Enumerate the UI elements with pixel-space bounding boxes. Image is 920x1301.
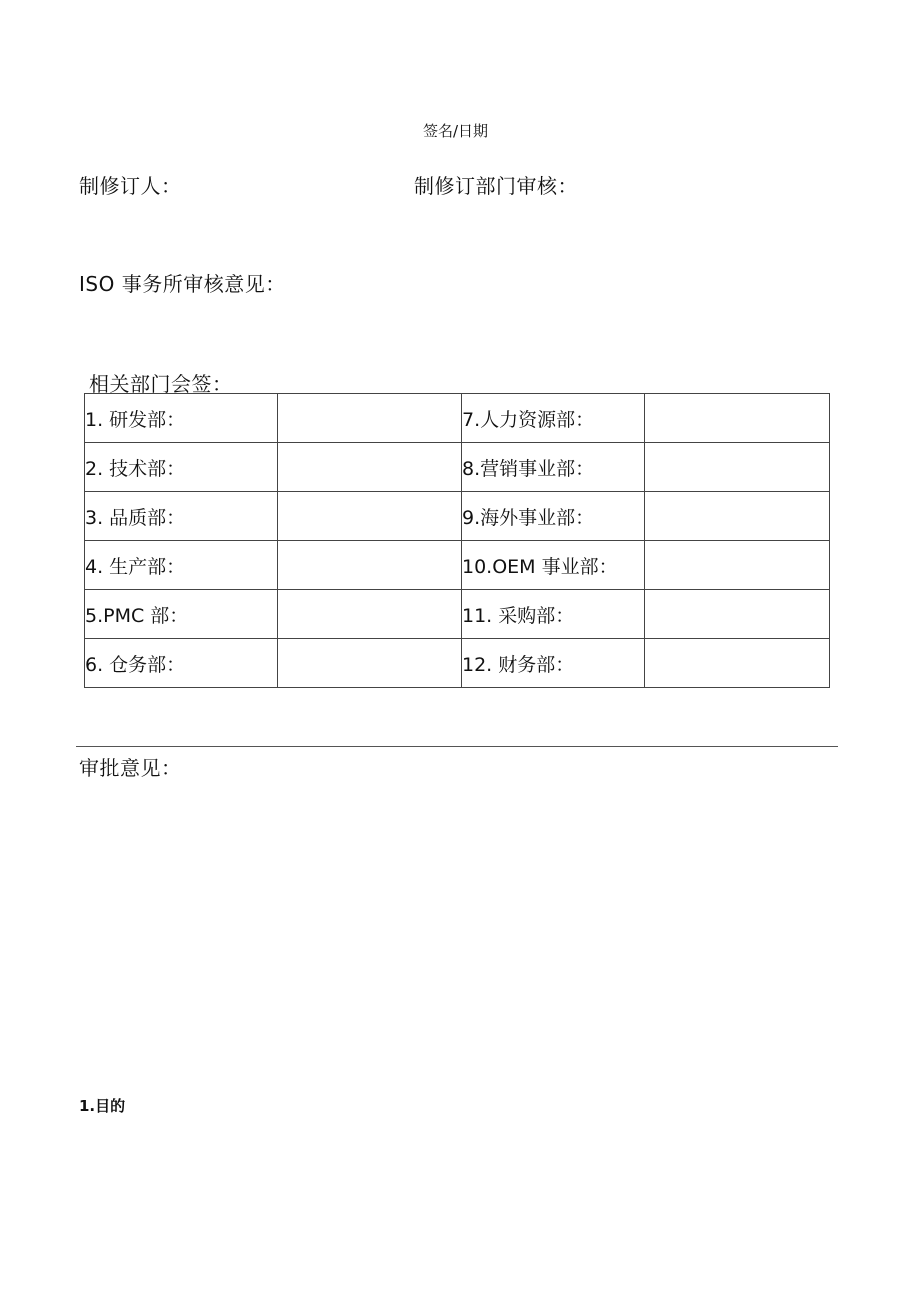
dept-label: 4. 生产部： bbox=[85, 541, 278, 590]
section-heading-purpose: 1.目的 bbox=[79, 1097, 126, 1115]
signature-cell[interactable] bbox=[278, 541, 462, 590]
dept-label: 3. 品质部： bbox=[85, 492, 278, 541]
table-row bbox=[85, 639, 830, 688]
signature-cell[interactable] bbox=[645, 590, 830, 639]
signature-date-header: 签名/日期 bbox=[423, 122, 489, 140]
iso-review-label: ISO 事务所审核意见： bbox=[79, 272, 286, 296]
dept-review-label: 制修订部门审核： bbox=[414, 174, 578, 198]
cosign-title: 相关部门会签： bbox=[89, 372, 233, 396]
signature-cell[interactable] bbox=[645, 541, 830, 590]
table-row bbox=[85, 443, 830, 492]
table-row bbox=[85, 394, 830, 443]
signature-cell[interactable] bbox=[645, 639, 830, 688]
signature-cell[interactable] bbox=[278, 492, 462, 541]
table-row bbox=[85, 492, 830, 541]
dept-label: 12. 财务部： bbox=[462, 639, 645, 688]
dept-label: 5.PMC 部： bbox=[85, 590, 278, 639]
dept-label: 1. 研发部： bbox=[85, 394, 278, 443]
approval-label: 审批意见： bbox=[79, 756, 182, 780]
signature-cell[interactable] bbox=[278, 443, 462, 492]
table-row bbox=[85, 541, 830, 590]
dept-label: 10.OEM 事业部： bbox=[462, 541, 645, 590]
signature-cell[interactable] bbox=[278, 639, 462, 688]
signature-cell[interactable] bbox=[278, 394, 462, 443]
reviser-label: 制修订人： bbox=[79, 174, 182, 198]
dept-label: 11. 采购部： bbox=[462, 590, 645, 639]
dept-label: 7.人力资源部： bbox=[462, 394, 645, 443]
signature-cell[interactable] bbox=[645, 443, 830, 492]
table-row bbox=[85, 590, 830, 639]
dept-label: 8.营销事业部： bbox=[462, 443, 645, 492]
cosign-table bbox=[84, 393, 830, 688]
dept-label: 6. 仓务部： bbox=[85, 639, 278, 688]
signature-cell[interactable] bbox=[645, 492, 830, 541]
dept-label: 2. 技术部： bbox=[85, 443, 278, 492]
section-divider bbox=[76, 746, 838, 747]
signature-cell[interactable] bbox=[278, 590, 462, 639]
dept-label: 9.海外事业部： bbox=[462, 492, 645, 541]
signature-cell[interactable] bbox=[645, 394, 830, 443]
